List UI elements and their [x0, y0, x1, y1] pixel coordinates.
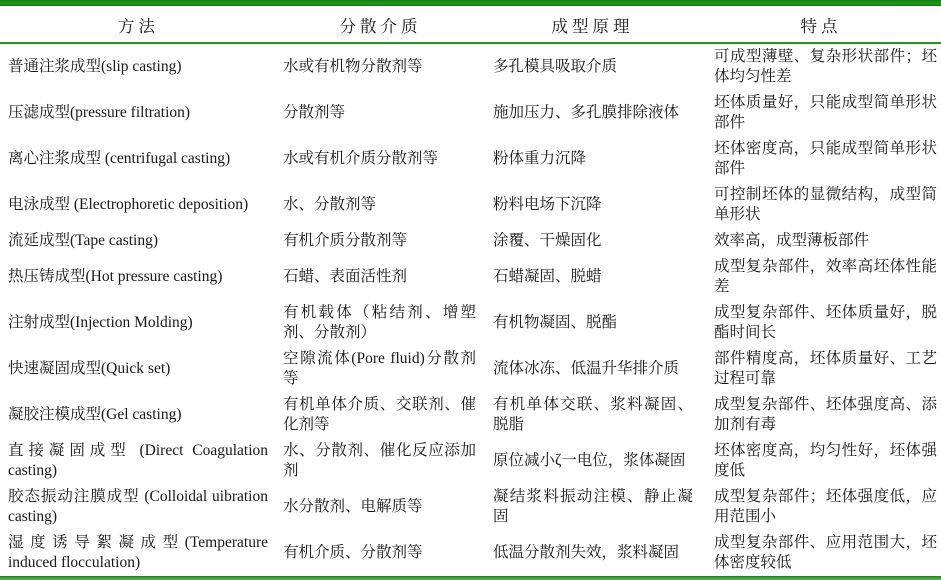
- features-cell: 成型复杂部件，效率高坯体性能差: [714, 258, 937, 295]
- method-cell: 流延成型(Tape casting): [8, 232, 158, 249]
- principle-cell: 有机物凝固、脱酯: [493, 314, 618, 331]
- table-row: [0, 484, 941, 530]
- principle-cell: 粉体重力沉降: [493, 150, 587, 167]
- table-row: [0, 90, 941, 136]
- features-cell: 成型复杂部件、坯体质量好，脱酯时间长: [714, 304, 937, 341]
- medium-cell: 分散剂等: [283, 104, 346, 121]
- features-cell: 部件精度高，坯体质量好、工艺过程可靠: [714, 350, 937, 387]
- method-cell: 离心注浆成型 (centrifugal casting): [8, 150, 231, 167]
- forming-methods-table: [0, 6, 941, 576]
- principle-cell: 施加压力、多孔膜排除液体: [493, 104, 680, 121]
- principle-cell: 原位减小ζ一电位，浆体凝固: [493, 452, 686, 469]
- principle-cell: 多孔模具吸取介质: [493, 58, 618, 75]
- header-cell: 方法: [0, 6, 277, 43]
- medium-cell: 水或有机物分散剂等: [283, 58, 423, 75]
- medium-cell: 水或有机介质分散剂等: [283, 150, 439, 167]
- table-row: [0, 136, 941, 182]
- table-row: [0, 346, 941, 392]
- medium-cell: 空隙流体(Pore fluid)分散剂等: [283, 350, 476, 387]
- method-cell: 压滤成型(pressure filtration): [8, 104, 191, 121]
- table-row: [0, 254, 941, 300]
- features-cell: 坯体密度高，均匀性好，坯体强度低: [714, 442, 937, 479]
- table-body: [0, 43, 941, 576]
- features-cell: 成型复杂部件、坯体强度高、添加剂有毒: [714, 396, 937, 433]
- principle-cell: 涂覆、干燥固化: [493, 232, 602, 249]
- features-cell: 坯体密度高，只能成型简单形状部件: [714, 140, 937, 177]
- method-cell: 热压铸成型(Hot pressure casting): [8, 268, 223, 285]
- features-cell: 成型复杂部件、应用范围大，坯体密度较低: [714, 534, 937, 571]
- principle-cell: 粉料电场下沉降: [493, 196, 602, 213]
- method-cell: 普通注浆成型(slip casting): [8, 58, 182, 75]
- table-row: [0, 300, 941, 346]
- method-cell: 电泳成型 (Electrophoretic deposition): [8, 196, 249, 213]
- table-row: [0, 392, 941, 438]
- header-cell: 特点: [701, 6, 941, 43]
- table-row: [0, 438, 941, 484]
- features-cell: 可成型薄壁、复杂形状部件；坯体均匀性差: [714, 48, 937, 85]
- table-row: [0, 43, 941, 90]
- table-header-row: [0, 6, 941, 43]
- medium-cell: 有机载体（粘结剂、增塑剂、分散剂）: [283, 304, 476, 341]
- medium-cell: 水、分散剂、催化反应添加剂: [283, 442, 476, 479]
- method-cell: 湿度诱导絮凝成型(Temperature induced flocculation): [8, 534, 268, 571]
- features-cell: 效率高，成型薄板部件: [714, 232, 870, 249]
- table-row: [0, 530, 941, 576]
- method-cell: 注射成型(Injection Molding): [8, 314, 193, 331]
- method-cell: 凝胶注模成型(Gel casting): [8, 406, 182, 423]
- principle-cell: 流体冰冻、低温升华排介质: [493, 360, 680, 377]
- principle-cell: 有机单体交联、浆料凝固、脱脂: [493, 396, 693, 433]
- medium-cell: 石蜡、表面活性剂: [283, 268, 408, 285]
- medium-cell: 水分散剂、电解质等: [283, 498, 423, 515]
- medium-cell: 有机介质分散剂等: [283, 232, 408, 249]
- header-cell: 成型原理: [484, 6, 701, 43]
- medium-cell: 有机单体介质、交联剂、催化剂等: [283, 396, 476, 433]
- principle-cell: 凝结浆料振动注模、静止凝固: [493, 488, 693, 525]
- features-cell: 可控制坯体的显微结构，成型简单形状: [714, 186, 937, 223]
- principle-cell: 低温分散剂失效，浆料凝固: [493, 544, 680, 561]
- method-cell: 直接凝固成型 (Direct Coagulation casting): [8, 442, 268, 479]
- features-cell: 坯体质量好，只能成型简单形状部件: [714, 94, 937, 131]
- header-cell: 分散介质: [277, 6, 484, 43]
- medium-cell: 有机介质、分散剂等: [283, 544, 423, 561]
- method-cell: 快速凝固成型(Quick set): [8, 360, 171, 377]
- medium-cell: 水、分散剂等: [283, 196, 377, 213]
- method-cell: 胶态振动注膜成型 (Colloidal uibration casting): [8, 488, 268, 525]
- features-cell: 成型复杂部件；坯体强度低，应用范围小: [714, 488, 937, 525]
- principle-cell: 石蜡凝固、脱蜡: [493, 268, 602, 285]
- table-row: [0, 228, 941, 254]
- table-row: [0, 182, 941, 228]
- table-bottom-border: [0, 576, 941, 580]
